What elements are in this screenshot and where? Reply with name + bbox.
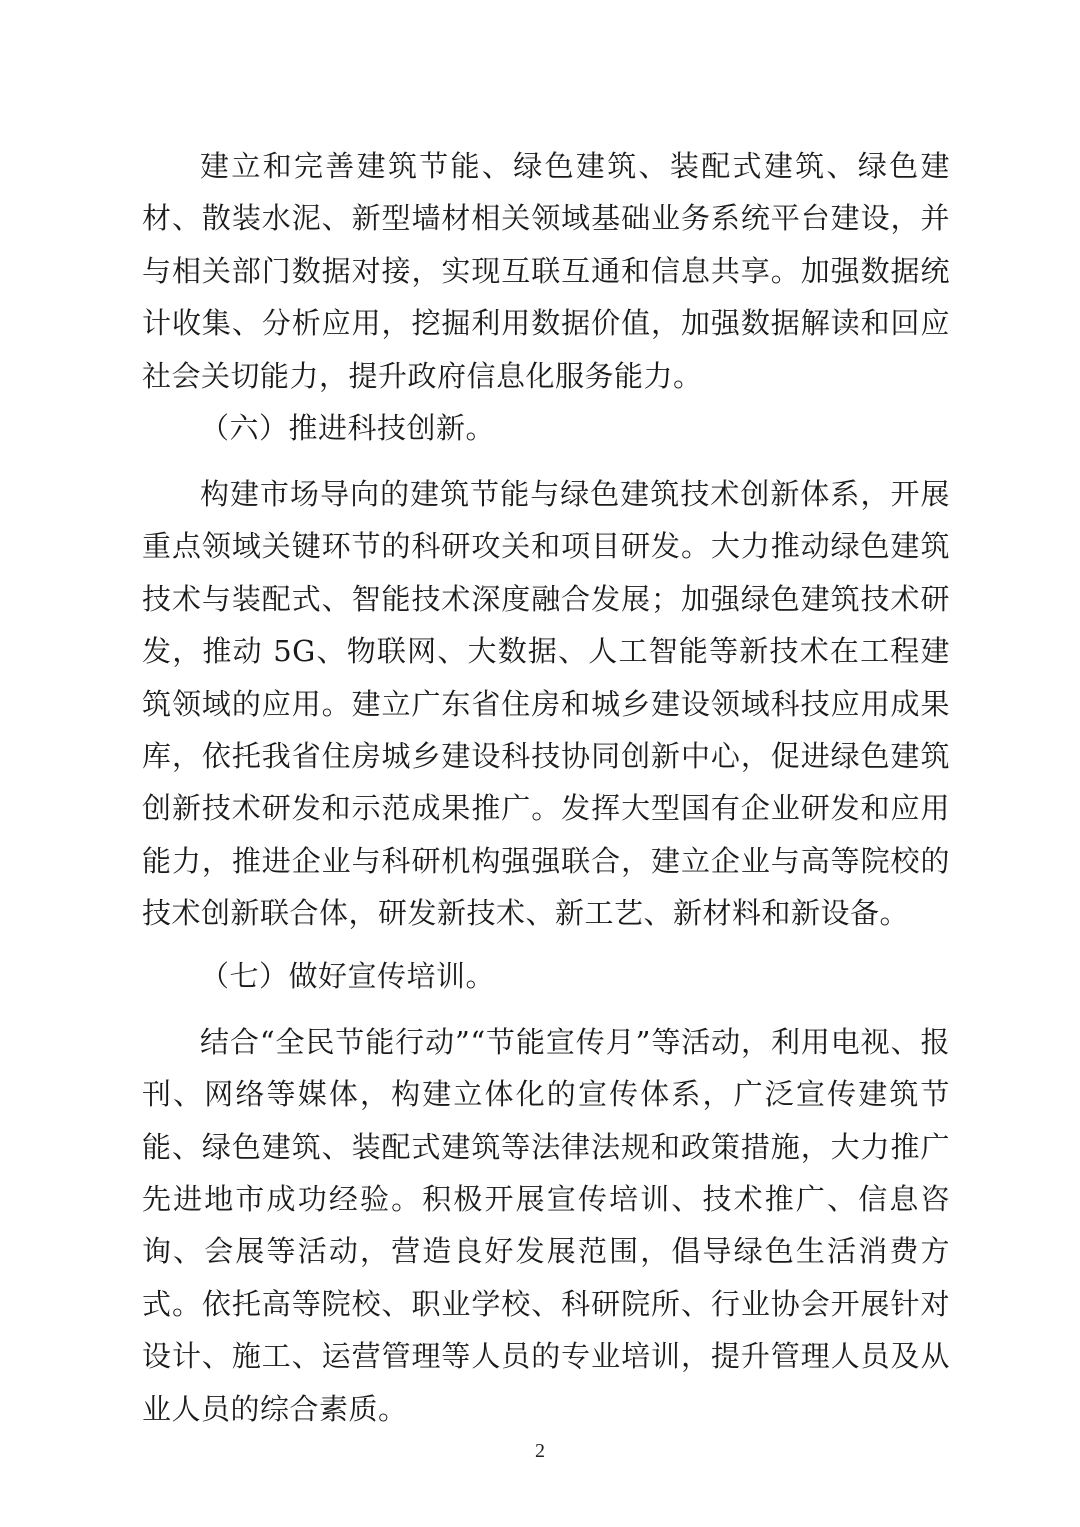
document-body xyxy=(142,140,950,1435)
paragraph-information-platform: 建立和完善建筑节能、绿色建筑、装配式建筑、绿色建材、散装水泥、新型墙材相关领域基础业务系统平台建设，并与相关部门数据对接，实现互联互通和信息共享。加强数据统计收集、分析应用，挖掘利用数据价值，加强数据解读和回应社会关切能力，提升政府信息化服务能力。 xyxy=(142,149,950,393)
paragraph-technology-innovation: 构建市场导向的建筑节能与绿色建筑技术创新体系，开展重点领域关键环节的科研攻关和项目研发。大力推动绿色建筑技术与装配式、智能技术深度融合发展；加强绿色建筑技术研发，推动 5G、物联网、大数据、人工智能等新技术在工程建筑领域的应用。建立广东省住房和城乡建设领域科技应用成果库，依托我省住房城乡建设科技协同创新中心，促进绿色建筑创新技术研发和示范成果推广。发挥大型国有企业研发和应用能力，推进企业与科研机构强强联合，建立企业与高等院校的技术创新联合体，研发新技术、新工艺、新材料和新设备。 xyxy=(142,477,950,931)
paragraph-publicity-training: 结合“全民节能行动”“节能宣传月”等活动，利用电视、报刊、网络等媒体，构建立体化的宣传体系，广泛宣传建筑节能、绿色建筑、装配式建筑等法律法规和政策措施，大力推广先进地市成功经验。积极开展宣传培训、技术推广、信息咨询、会展等活动，营造良好发展范围，倡导绿色生活消费方式。依托高等院校、职业学校、科研院所、行业协会开展针对设计、施工、运营管理等人员的专业培训，提升管理人员及从业人员的综合素质。 xyxy=(142,1024,950,1426)
section-heading-7: （七）做好宣传培训。 xyxy=(200,958,496,993)
page-number: 2 xyxy=(535,1440,545,1462)
section-heading-6: （六）推进科技创新。 xyxy=(200,411,496,446)
